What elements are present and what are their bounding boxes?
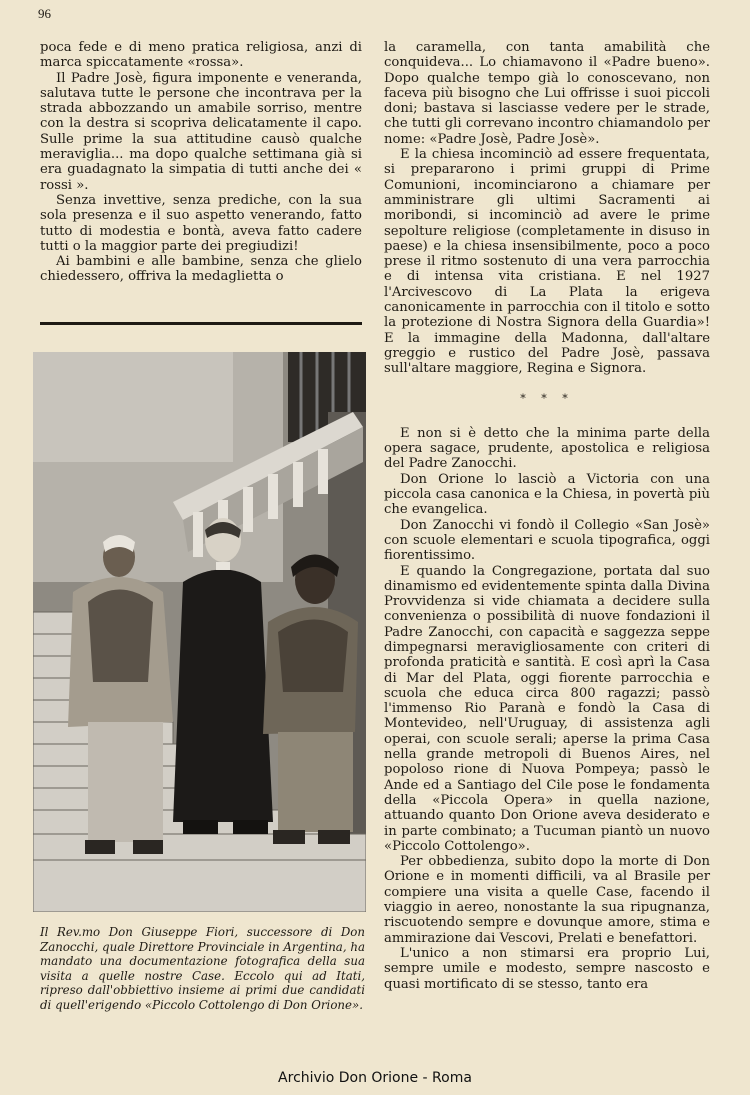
- photo-illustration: [33, 352, 366, 912]
- left-column: [40, 40, 362, 285]
- paragraph: Don Zanocchi vi fondò il Collegio «San Josè» con scuole elementari e scuola tipografica, oggi fiorentissimo.: [384, 517, 710, 564]
- paragraph: Il Padre Josè, figura imponente e veneranda, salutava tutte le persone che incontrava per la strada abbozzando un amabile sorriso, mentre con la destra si scopriva delicatamente il capo. Sulle prime la sua attitudine causò qualche meraviglia... ma dopo qualche settimana già si era guadagnato la simpatia di tutti anche dei « rossi ».: [40, 70, 362, 193]
- right-column: [384, 40, 710, 992]
- paragraph: Ai bambini e alle bambine, senza che glielo chiedessero, offriva la medaglietta o: [40, 254, 362, 285]
- paragraph: la caramella, con tanta amabilità che conquideva... Lo chiamavono il «Padre bueno». Dopo qualche tempo già lo conoscevano, non faceva più bisogno che Lui offrisse i suoi piccoli doni; bastava si lasciasse vedere per le strade, che tutti gli correvano incontro chiamandolo per nome: «Padre Josè, Padre Josè».: [384, 40, 710, 147]
- paragraph: E la chiesa incominciò ad essere frequentata, si prepararono i primi gruppi di Prime Comunioni, incominciarono a chiamare per amministrare gli ultimi Sacramenti ai moribondi, si incominciò ad avere le prime sepolture religiose (completamente in disuso in paese) e la chiesa insensibilmente, poco a poco prese il ritmo sostenuto di una vera parrocchia e di intensa vita cristiana. E nel 1927 l'Arcivescovo di La Plata la erigeva canonicamente in parrocchia con il titolo e sotto la protezione di Nostra Signora della Guardia»! E la immagine della Madonna, dall'altare greggio e rustico del Padre Josè, passava sull'altare maggiore, Regina e Signora.: [384, 147, 710, 377]
- paragraph: L'unico a non stimarsi era proprio Lui, sempre umile e modesto, sempre nascosto e quasi mortificato di se stesso, tanto era: [384, 945, 710, 992]
- paragraph: E non si è detto che la minima parte della opera sagace, prudente, apostolica e religiosa del Padre Zanocchi.: [384, 425, 710, 472]
- archive-footer: Archivio Don Orione - Roma: [278, 1070, 472, 1086]
- paragraph: poca fede e di meno pratica religiosa, anzi di marca spiccatamente «rossa».: [40, 40, 362, 71]
- paragraph: E quando la Congregazione, portata dal suo dinamismo ed evidentemente spinta dalla Divina Provvidenza si vide chiamata a decidere sulla convenienza o possibilità di nuove fondazioni il Padre Zanocchi, con capacità e saggezza seppe dimpegnarsi meravigliosamente con criteri di profonda praticità e santità. E così aprì la Casa di Mar del Plata, oggi fiorente parrocchia e scuola che educa circa 800 ragazzi; passò l'immenso Rio Paranà e fondò la Casa di Montevideo, nell'Uruguay, di assistenza agli operai, con scuole serali; aperse la prima Casa nella grande metropoli di Buenos Aires, nel popoloso rione di Nuova Pompeya; passò le Ande ed a Santiago del Cile pose le fondamenta della «Piccola Opera» in quella nazione, attuando quanto Don Orione aveva desiderato e in parte combinato; a Tucuman piantò un nuovo «Piccolo Cottolengo».: [384, 563, 710, 854]
- page-number: 96: [38, 6, 51, 21]
- divider-rule: [40, 322, 362, 325]
- paragraph: Per obbedienza, subito dopo la morte di Don Orione e in momenti difficili, va al Brasile per compiere una visita a quelle Case, facendo il viaggio in aereo, nonostante la sua ripugnanza, riscuotendo sempre e dovunque amore, stima e ammirazione dai Vescovi, Prelati e benefattori.: [384, 854, 710, 946]
- section-separator: * * *: [520, 391, 574, 405]
- paragraph: Don Orione lo lasciò a Victoria con una piccola casa canonica e la Chiesa, in povertà più che evangelica.: [384, 471, 710, 518]
- photo-caption: Il Rev.mo Don Giuseppe Fiori, successore di Don Zanocchi, quale Direttore Provinciale in Argentina, ha mandato una documentazione fotografica della sua visita a quelle nostre Case. Eccolo qui ad Itati, ripreso dall'obbiettivo insieme ai primi due candidati di quell'erigendo «Piccolo Cottolengo di Don Orione».: [40, 925, 365, 1012]
- photograph: [33, 352, 366, 912]
- paragraph: Senza invettive, senza prediche, con la sua sola presenza e il suo aspetto venerando, fatto tutto di modestia e bontà, aveva fatto cadere tutti o la maggior parte dei pregiudizi!: [40, 192, 362, 254]
